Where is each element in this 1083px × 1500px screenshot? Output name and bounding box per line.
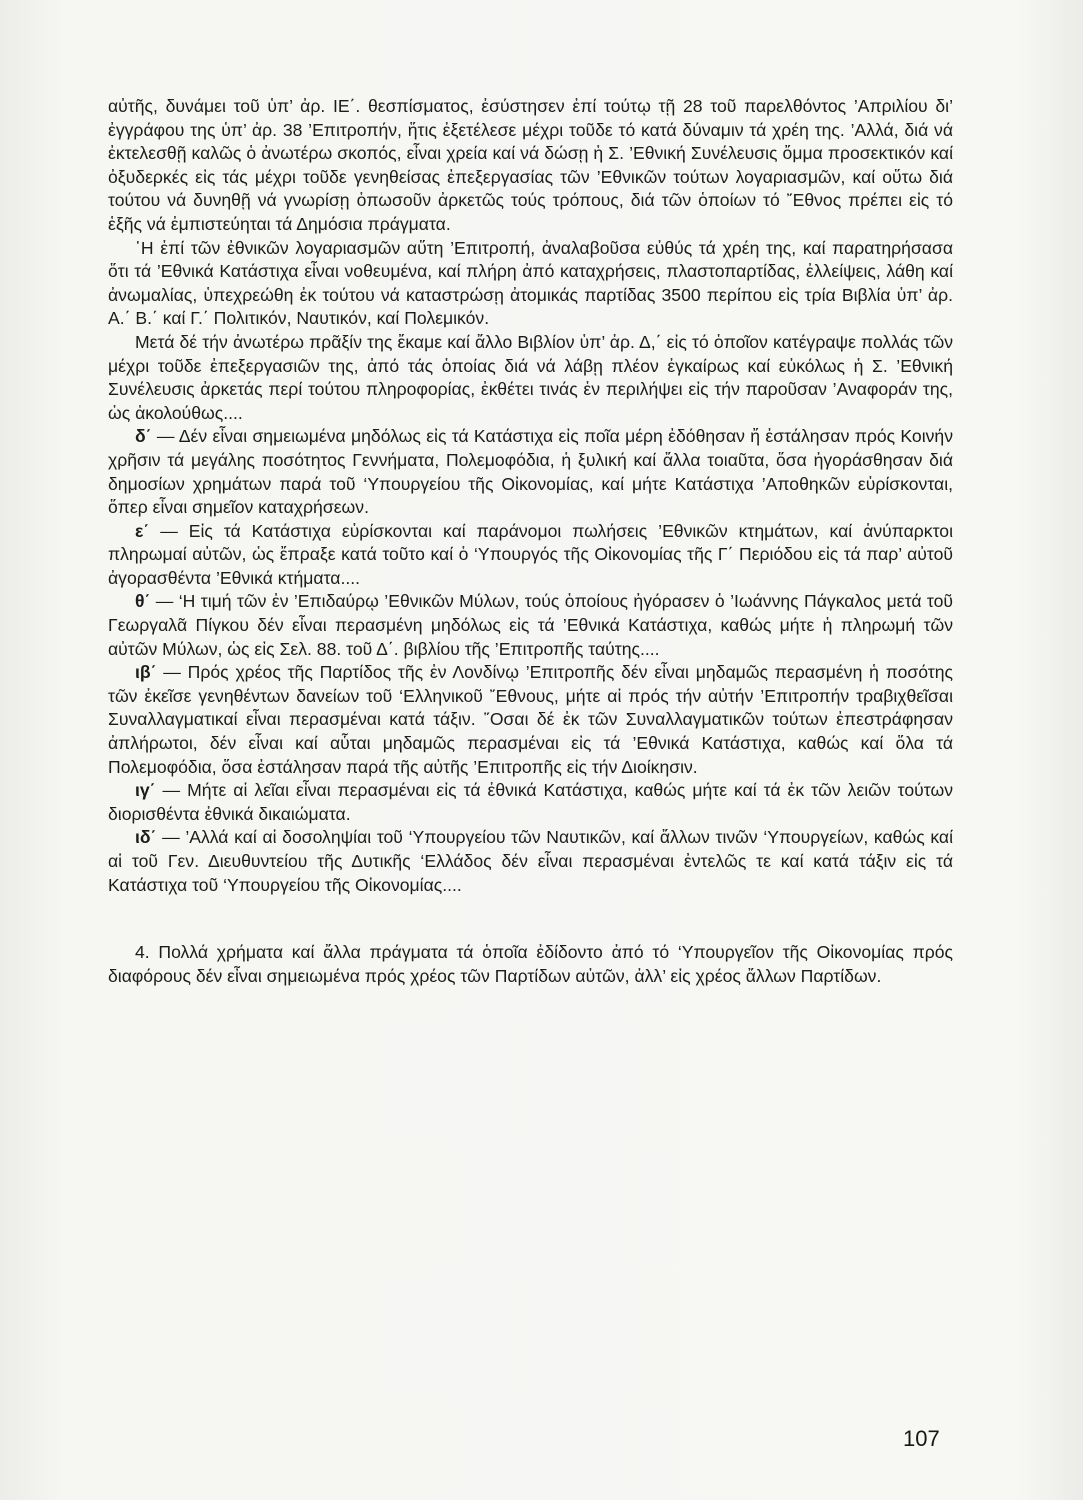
item-text: — Δέν εἶναι σημειωμένα μηδόλως εἰς τά Κατάστιχα εἰς ποῖα μέρη ἐδόθησαν ἤ ἐστάλησαν πρός Κοινήν χρῆσιν τά μεγάλης ποσότητος Γεννήματα, Πολεμοφόδια, ἡ ξυλική καί ἄλλα τοιαῦτα, ὅσα ἠγοράσθησαν διά δημοσίων χρημάτων παρά τοῦ ‘Υπουργείου τῆς Οἰκονομίας, καί μήτε Κατάστιχα ’Αποθηκῶν εὑρίσκονται, ὅπερ εἶναι σημεῖον καταχρήσεων. [108,426,954,518]
item-label: ιγ΄ [135,780,156,801]
item-text: — Εἰς τά Κατάστιχα εὑρίσκονται καί παράνομοι πωλήσεις ’Εθνικῶν κτημάτων, καί ἀνύπαρκτοι πληρωμαί αὐτῶν, ὡς ἔπραξε κατά τοῦτο καί ὁ ‘Υπουργός τῆς Οἰκονομίας τῆς Γ΄ Περιόδου εἰς τά παρ’ αὐτοῦ ἀγορασθέντα ’Εθνικά κτήματα.... [108,520,953,588]
paragraph: Μετά δέ τήν ἀνωτέρω πρᾶξίν της ἔκαμε καί ἄλλο Βιβλίον ὑπ’ ἀρ. Δ,΄ εἰς τό ὁποῖον κατέγραψε πολλάς τῶν μέχρι τοῦδε ἐπεξεργασιῶν της, ἀπό τάς ὁποίας διά νά λάβῃ πλέον ἐγκαίρως καί εὐκόλως ἡ Σ. ’Εθνική Συνέλευσις ἀρκετάς περί τούτου πληροφορίας, ἐκθέτει τινάς ἐν περιλήψει εἰς τήν παροῦσαν ’Αναφοράν της, ὡς ἀκολούθως.... [108,331,953,423]
paragraph: αὐτῆς, δυνάμει τοῦ ὑπ’ ἀρ. ΙΕ΄. θεσπίσματος, ἐσύστησεν ἐπί τούτῳ τῇ 28 τοῦ παρελθόντος ’Απριλίου δι’ ἐγγράφου της ὑπ’ ἀρ. 38 ’Επιτροπήν, ἥτις ἐξετέλεσε μέχρι τοῦδε τό κατά δύναμιν τά χρέη της. ’Αλλά, διά νά ἐκτελεσθῇ καλῶς ὁ ἀνωτέρω σκοπός, εἶναι χρεία καί νά δώσῃ ἡ Σ. ’Εθνική Συνέλευσις ὄμμα προσεκτικόν καί ὀξυδερκές εἰς τάς μέχρι τοῦδε γενηθείσας ἐπεξεργασίας τῶν ’Εθνικῶν τούτων λογαριασμῶν, καί οὕτω διά τούτου νά δυνηθῇ νά γνωρίσῃ ὁπωσοῦν ἀρκετῶς τούς τρόπους, διά τῶν ὁποίων τό ῎Εθνος πρέπει εἰς τό ἑξῆς νά ἐμπιστεύηται τά Δημόσια πράγματα. [108,96,953,234]
item-label: ιδ΄ [135,827,157,848]
body-text [108,95,953,988]
item-text: — Πρός χρέος τῆς Παρτίδος τῆς ἐν Λονδίνῳ ’Επιτροπῆς δέν εἶναι μηδαμῶς περασμένη ἡ ποσότης τῶν ἐκεῖσε γενηθέντων δανείων τοῦ ‘Ελληνικοῦ ῎Εθνους, μήτε αἱ πρός τήν αὐτήν ’Επιτροπήν τραβιχθεῖσαι Συναλλαγματικαί εἶναι περασμέναι κατά τάξιν. ῞Οσαι δέ ἐκ τῶν Συναλλαγματικῶν τούτων ἐπεστράφησαν ἀπλήρωτοι, δέν εἶναι καί αὗται μηδαμῶς περασμέναι εἰς τά ’Εθνικά Κατάστιχα, καθώς καί ὅλα τά Πολεμοφόδια, ὅσα ἐστάλησαν παρά τῆς αὐτῆς ’Επιτροπῆς εἰς τήν Διοίκησιν. [108,662,953,777]
item-label: θ΄ [135,591,151,612]
list-item [108,661,953,779]
item-text: — Μήτε αἱ λεῖαι εἶναι περασμέναι εἰς τά ἐθνικά Κατάστιχα, καθώς μήτε καί τά ἐκ τῶν λειῶν τούτων διορισθέντα ἐθνικά δικαιώματα. [108,780,954,824]
list-item [108,779,953,826]
item-label: δ΄ [135,426,152,447]
page-number: 107 [903,1426,940,1451]
item-text: — ’Αλλά καί αἱ δοσοληψίαι τοῦ ‘Υπουργείου τῶν Ναυτικῶν, καί ἄλλων τινῶν ‘Υπουργείων, καθώς καί αἱ τοῦ Γεν. Διευθυντείου τῆς Δυτικῆς ‘Ελλάδος δέν εἶναι περασμέναι ἐντελῶς τε καί κατά τάξιν εἰς τά Κατάστιχα τοῦ ‘Υπουργείου τῆς Οἰκονομίας.... [108,827,953,895]
item-label: ε΄ [135,520,150,541]
paragraph: ῾Η ἐπί τῶν ἐθνικῶν λογαριασμῶν αὕτη ’Επιτροπή, ἀναλαβοῦσα εὐθύς τά χρέη της, καί παρατηρήσασα ὅτι τά ’Εθνικά Κατάστιχα εἶναι νοθευμένα, καί πλήρη ἀπό καταχρήσεις, πλαστοπαρτίδας, ἐλλείψεις, λάθη καί ἀνωμαλίας, ὑπεχρεώθη ἐκ τούτου νά καταστρώσῃ ἀτομικάς παρτίδας 3500 περίπου εἰς τρία Βιβλία ὑπ’ ἀρ. Α.΄ Β.΄ καί Γ.΄ Πολιτικόν, Ναυτικόν, καί Πολεμικόν. [108,237,953,329]
list-item [108,520,953,591]
item-text: — ‘Η τιμή τῶν ἐν ’Επιδαύρῳ ’Εθνικῶν Μύλων, τούς ὁποίους ἠγόρασεν ὁ ’Ιωάννης Πάγκαλος μετά τοῦ Γεωργαλᾶ Πίγκου δέν εἶναι περασμένη μηδόλως εἰς τά ’Εθνικά Κατάστιχα, καθώς μήτε ἡ πληρωμή τῶν αὐτῶν Μύλων, ὡς εἰς Σελ. 88. τοῦ Δ΄. βιβλίου τῆς ’Επιτροπῆς ταύτης.... [108,591,954,659]
section-paragraph: 4. Πολλά χρήματα καί ἄλλα πράγματα τά ὁποῖα ἐδίδοντο ἀπό τό ‘Υπουργεῖον τῆς Οἰκονομίας πρός διαφόρους δέν εἶναι σημειωμένα πρός χρέος τῶν Παρτίδων αὐτῶν, ἀλλ’ εἰς χρέος ἄλλων Παρτίδων. [108,942,953,986]
list-item [108,826,953,897]
list-item [108,590,953,661]
list-item [108,425,953,519]
section-gap [108,897,953,941]
item-label: ιβ΄ [135,662,157,683]
